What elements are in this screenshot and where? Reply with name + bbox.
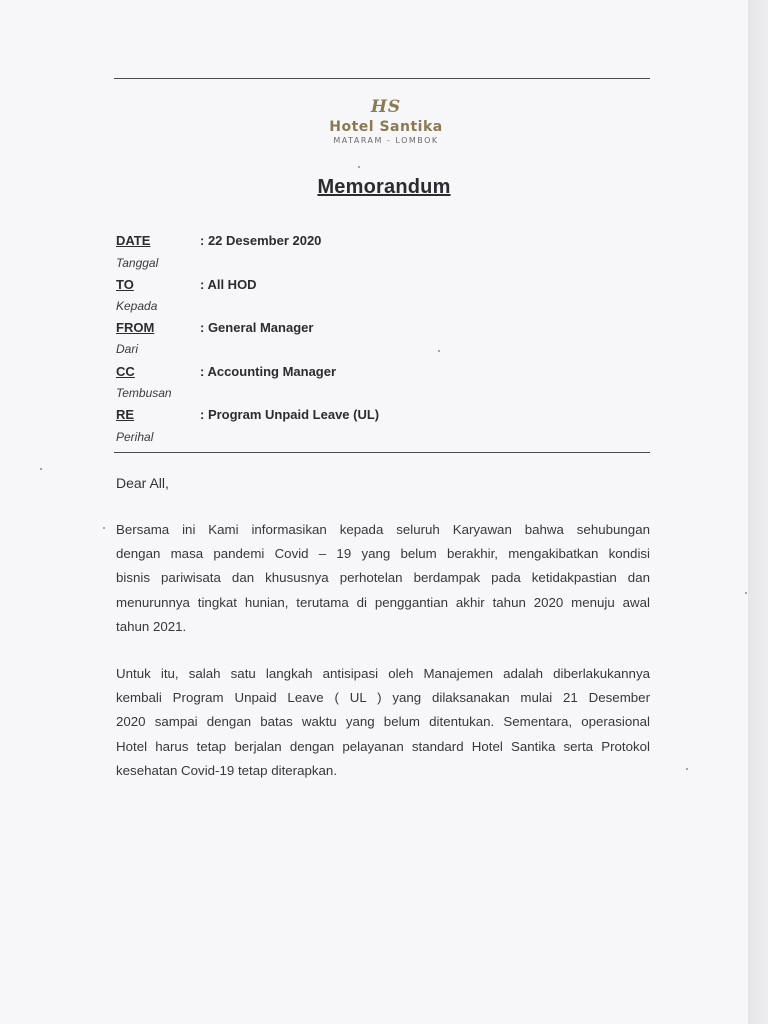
scan-speck bbox=[438, 350, 440, 352]
paragraph-line: menurunnya tingkat hunian, terutama di penggantian akhir tahun 2020 menuju awal bbox=[116, 594, 650, 610]
field-label-from: FROM bbox=[116, 320, 155, 335]
paragraph-line: dengan masa pandemi Covid – 19 yang belum berakhir, mengakibatkan kondisi bbox=[116, 546, 650, 562]
field-value-from: : General Manager bbox=[200, 320, 314, 335]
scan-speck bbox=[745, 592, 747, 594]
field-label-cc: CC bbox=[116, 364, 135, 379]
field-label-re: RE bbox=[116, 407, 135, 422]
logo-monogram: HS bbox=[370, 97, 402, 117]
scan-speck bbox=[40, 468, 42, 470]
field-sub-to: Kepada bbox=[116, 299, 158, 313]
memo-title: Memorandum bbox=[317, 176, 451, 198]
paragraph-line: Bersama ini Kami informasikan kepada seluruh Karyawan bahwa sehubungan bbox=[116, 522, 650, 537]
field-value-re: : Program Unpaid Leave (UL) bbox=[200, 407, 380, 422]
salutation: Dear All, bbox=[116, 475, 169, 491]
field-label-date: DATE bbox=[116, 233, 151, 248]
scan-speck bbox=[358, 166, 360, 168]
scan-speck bbox=[686, 768, 688, 770]
field-sub-date: Tanggal bbox=[116, 256, 159, 270]
header-rule bbox=[114, 78, 650, 79]
paragraph-line: kembali Program Unpaid Leave ( UL ) yang dilaksanakan mulai 21 Desember bbox=[116, 690, 650, 706]
fields-rule bbox=[114, 452, 650, 453]
paragraph-line: kesehatan Covid-19 tetap diterapkan. bbox=[116, 762, 338, 778]
field-value-to: : All HOD bbox=[200, 277, 257, 292]
paragraph-line: tahun 2021. bbox=[116, 618, 187, 634]
paragraph-line: 2020 sampai dengan batas waktu yang belum ditentukan. Sementara, operasional bbox=[116, 714, 650, 730]
logo-hotel-name: Hotel Santika bbox=[329, 119, 443, 135]
field-value-cc: : Accounting Manager bbox=[200, 364, 337, 379]
body-paragraph-2 bbox=[116, 662, 650, 783]
scan-speck bbox=[103, 527, 105, 529]
paragraph-line: Hotel harus tetap berjalan dengan pelayanan standard Hotel Santika serta Protokol bbox=[116, 738, 650, 754]
logo-location: MATARAM - LOMBOK bbox=[333, 136, 439, 145]
body-paragraph-1 bbox=[116, 518, 650, 639]
field-sub-re: Perihal bbox=[116, 430, 154, 444]
paragraph-line: bisnis pariwisata dan khususnya perhotelan berdampak pada ketidakpastian dan bbox=[116, 570, 650, 586]
field-sub-from: Dari bbox=[116, 342, 139, 356]
field-label-to: TO bbox=[116, 277, 134, 292]
hotel-logo bbox=[300, 98, 472, 146]
field-value-date: : 22 Desember 2020 bbox=[200, 233, 322, 248]
page-edge bbox=[748, 0, 768, 1024]
paragraph-line: Untuk itu, salah satu langkah antisipasi oleh Manajemen adalah diberlakukannya bbox=[116, 666, 650, 681]
field-sub-cc: Tembusan bbox=[116, 386, 172, 400]
